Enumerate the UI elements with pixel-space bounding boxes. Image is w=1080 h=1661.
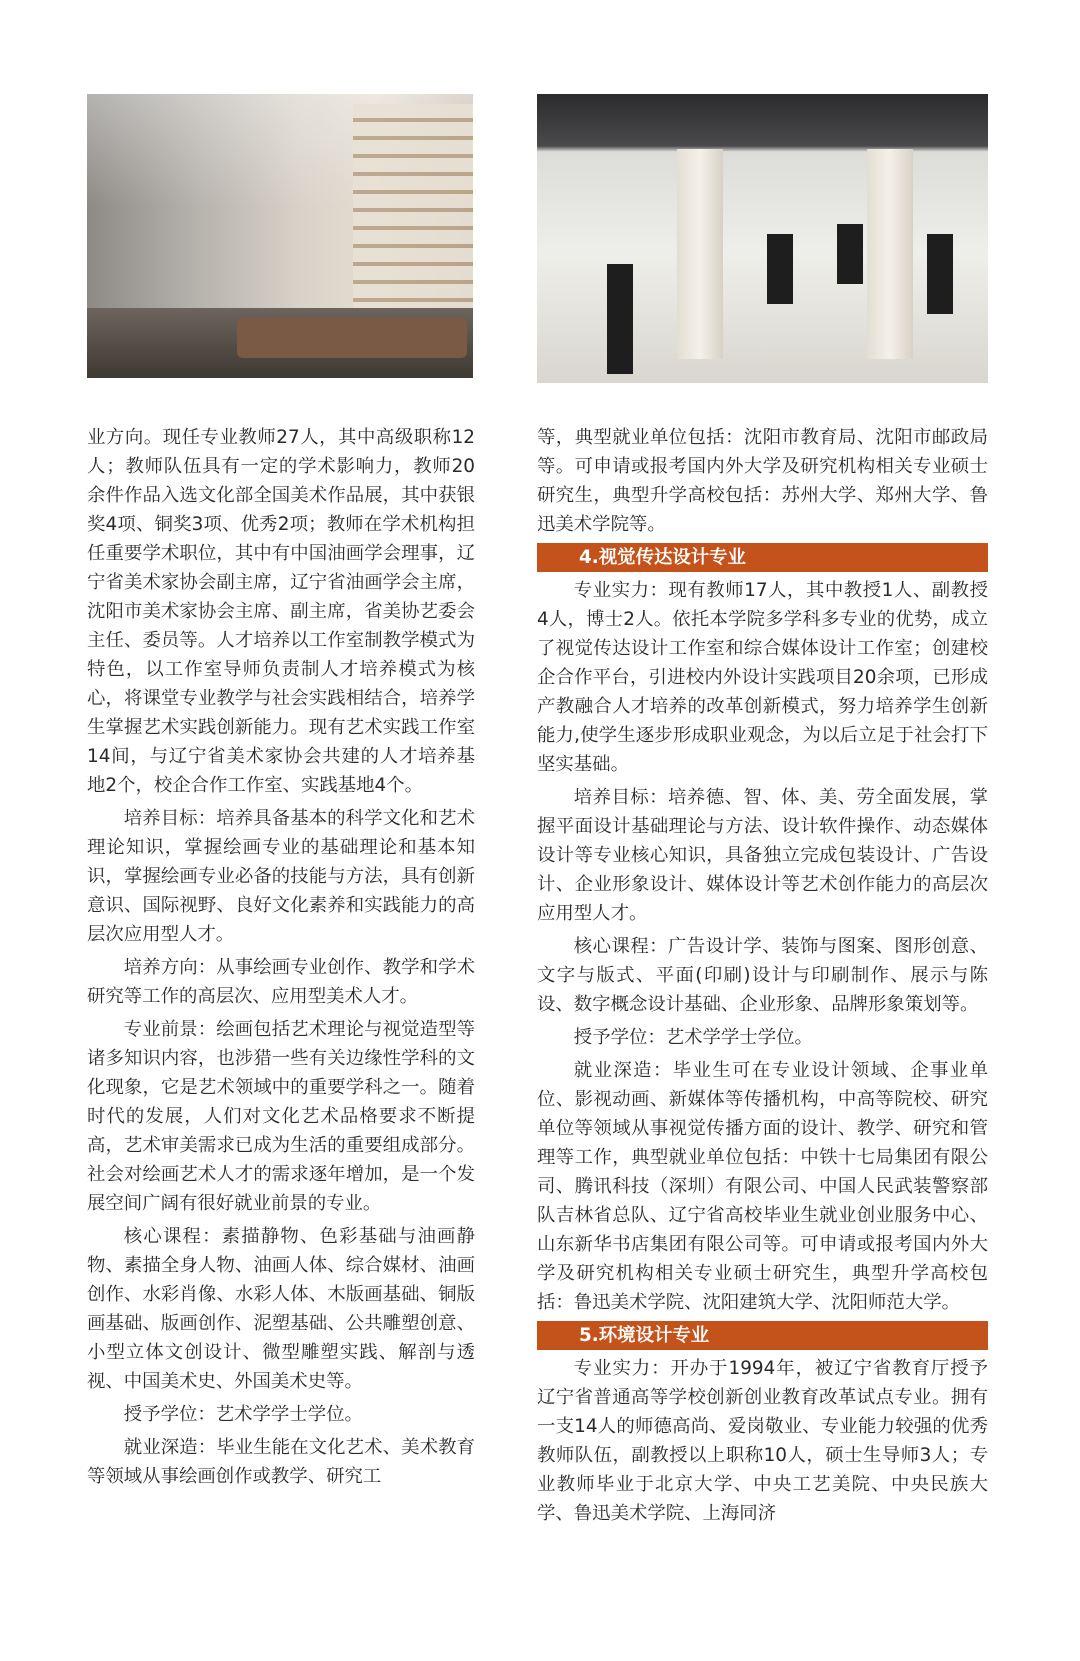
- paragraph: 核心课程：广告设计学、装饰与图案、图形创意、文字与版式、平面(印刷)设计与印刷制作、展示与陈设、数字概念设计基础、企业形象、品牌形象策划等。: [537, 936, 988, 1015]
- paragraph: 就业深造：毕业生能在文化艺术、美术教育等领域从事绘画创作或教学、研究工: [87, 1437, 475, 1487]
- right-text-column: [537, 423, 988, 1532]
- paragraph: 等，典型就业单位包括：沈阳市教育局、沈阳市邮政局等。可申请或报考国内外大学及研究机构相关专业硕士研究生，典型升学高校包括：苏州大学、郑州大学、鲁迅美术学院等。: [537, 427, 988, 535]
- paragraph: 培养目标：培养具备基本的科学文化和艺术理论知识，掌握绘画专业的基础理论和基本知识，掌握绘画专业必备的技能与方法，具有创新意识、国际视野、良好文化素养和实践能力的高层次应用型人才。: [87, 808, 475, 945]
- paragraph: 专业实力：开办于1994年，被辽宁省教育厅授予辽宁省普通高等学校创新创业教育改革试点专业。拥有一支14人的师德高尚、爱岗敬业、专业能力较强的优秀教师队伍，副教授以上职称10人，硕士生导师3人；专业教师毕业于北京大学、中央工艺美院、中央民族大学、鲁迅美术学院、上海同济: [537, 1358, 988, 1524]
- paragraph: 授予学位：艺术学学士学位。: [573, 1027, 813, 1048]
- paragraph: 培养目标：培养德、智、体、美、劳全面发展，掌握平面设计基础理论与方法、设计软件操作、动态媒体设计等专业核心知识，具备独立完成包装设计、广告设计、企业形象设计、媒体设计等艺术创作能力的高层次应用型人才。: [537, 787, 988, 924]
- paragraph: 专业实力：现有教师17人，其中教授1人、副教授4人，博士2人。依托本学院多学科多专业的优势，成立了视觉传达设计工作室和综合媒体设计工作室；创建校企合作平台，引进校内外设计实践项目20余项，已形成产教融合人才培养的改革创新模式，努力培养学生创新能力,使学生逐步形成职业观念，为以后立足于社会打下坚实基础。: [537, 580, 988, 775]
- paragraph: 就业深造：毕业生可在专业设计领域、企事业单位、影视动画、新媒体等传播机构，中高等院校、研究单位等领域从事视觉传播方面的设计、教学、研究和管理等工作，典型就业单位包括：中铁十七局集团有限公司、腾讯科技（深圳）有限公司、中国人民武装警察部队吉林省总队、辽宁省高校毕业生就业创业服务中心、山东新华书店集团有限公司等。可申请或报考国内外大学及研究机构相关专业硕士研究生，典型升学高校包括：鲁迅美术学院、沈阳建筑大学、沈阳师范大学。: [537, 1060, 988, 1313]
- section-heading-environmental-design: 5.环境设计专业: [537, 1321, 988, 1350]
- section-heading-visual-communication: 4.视觉传达设计专业: [537, 543, 988, 572]
- paragraph: 业方向。现任专业教师27人，其中高级职称12人；教师队伍具有一定的学术影响力，教师20余件作品入选文化部全国美术作品展，其中获银奖4项、铜奖3项、优秀2项；教师在学术机构担任重要学术职位，其中有中国油画学会理事，辽宁省美术家协会副主席，辽宁省油画学会主席，沈阳市美术家协会主席、副主席，省美协艺委会主任、委员等。人才培养以工作室制教学模式为特色，以工作室导师负责制人才培养模式为核心，将课堂专业教学与社会实践相结合，培养学生掌握艺术实践创新能力。现有艺术实践工作室14间，与辽宁省美术家协会共建的人才培养基地2个，校企合作工作室、实践基地4个。: [87, 427, 475, 796]
- photo-printmaking-workshop: [87, 94, 473, 378]
- left-text-column: [87, 423, 475, 1495]
- paragraph: 授予学位：艺术学学士学位。: [123, 1404, 363, 1425]
- paragraph: 专业前景：绘画包括艺术理论与视觉造型等诸多知识内容，也涉猎一些有关边缘性学科的文化现象，它是艺术领域中的重要学科之一。随着时代的发展，人们对文化艺术品格要求不断提高，艺术审美需求已成为生活的重要组成部分。社会对绘画艺术人才的需求逐年增加，是一个发展空间广阔有很好就业前景的专业。: [87, 1019, 475, 1214]
- photo-sculpture-exhibition-hall: [537, 94, 988, 383]
- paragraph: 培养方向：从事绘画专业创作、教学和学术研究等工作的高层次、应用型美术人才。: [87, 957, 475, 1007]
- paragraph: 核心课程：素描静物、色彩基础与油画静物、素描全身人物、油画人体、综合媒材、油画创作、水彩肖像、水彩人体、木版画基础、铜版画基础、版画创作、泥塑基础、公共雕塑创意、小型立体文创设计、微型雕塑实践、解剖与透视、中国美术史、外国美术史等。: [87, 1226, 475, 1392]
